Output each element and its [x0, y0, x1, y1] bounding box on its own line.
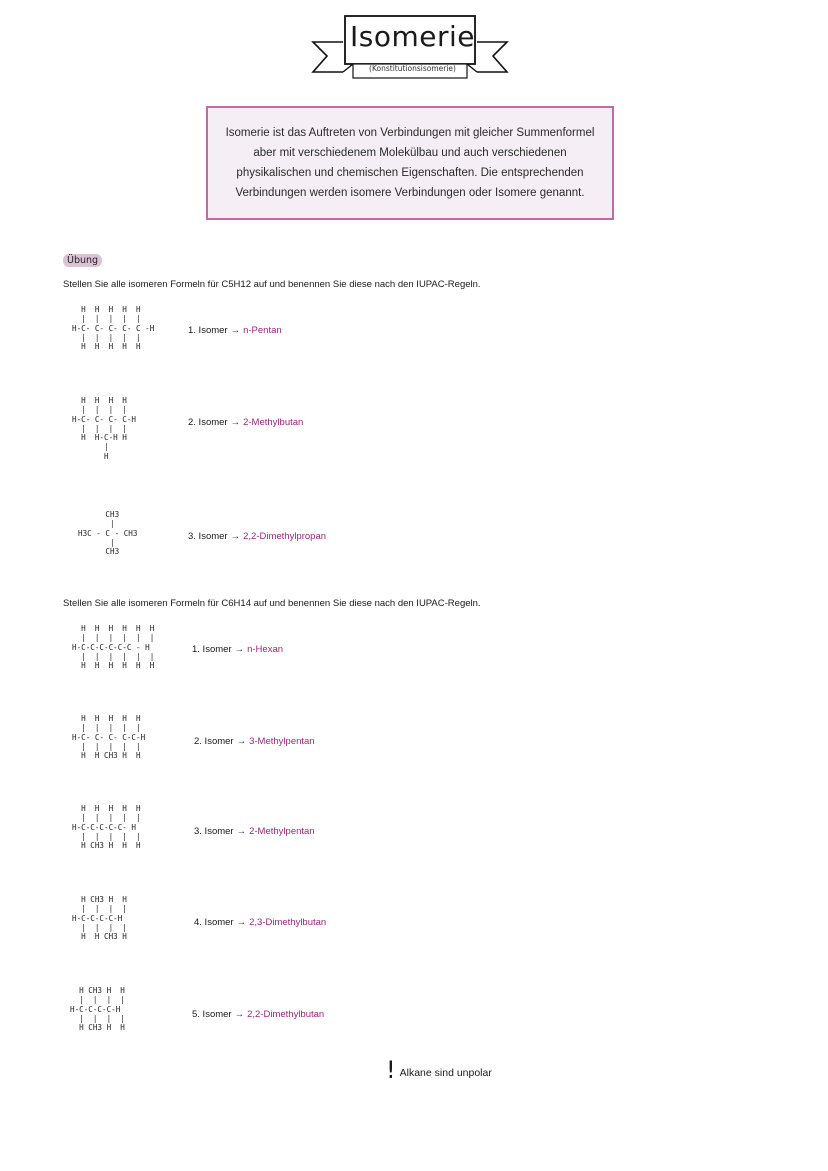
arrow-icon: →: [230, 531, 241, 542]
page-title: Isomerie: [350, 20, 475, 53]
arrow-icon: →: [230, 417, 241, 428]
isomer-name: 2-Methylpentan: [249, 826, 315, 837]
isomer-row: [192, 1009, 324, 1020]
isomer-name: n-Hexan: [247, 644, 284, 655]
definition-box: [206, 106, 614, 220]
structural-formula: H H H H H | | | | | H-C- C- C- C- C -H | | | | | H H H H H: [72, 305, 155, 352]
arrow-icon: →: [234, 1009, 245, 1020]
isomer-row: [188, 417, 303, 428]
isomer-label: 1. Isomer: [192, 644, 232, 655]
exercise-label: Übung: [63, 254, 102, 267]
structural-formula: H H H H H | | | | | H-C- C- C- C-C-H | | | | | H H CH3 H H: [72, 714, 146, 761]
isomer-label: 1. Isomer: [188, 325, 228, 336]
isomer-row: [194, 736, 315, 747]
structural-formula: H CH3 H H | | | | H-C-C-C-C-H | | | | H H CH3 H: [72, 895, 127, 942]
definition-text: Isomerie ist das Auftreten von Verbindungen mit gleicher Summenformel aber mit verschiedenem Molekülbau und auch verschiedenen physikalischen und chemischen Eigenschaften. Die entsprechenden Verbindungen werden isomere Verbindungen oder Isomere genannt.: [225, 127, 595, 199]
isomer-name: 2,2-Dimethylpropan: [243, 531, 327, 542]
isomer-name: 2,2-Dimethylbutan: [247, 1009, 325, 1020]
isomer-name: 2-Methylbutan: [243, 417, 304, 428]
structural-formula: H H H H | | | | H-C- C- C- C-H | | | | H H-C-H H | H: [72, 396, 137, 461]
structural-formula: H H H H H H | | | | | | H-C-C-C-C-C-C - H | | | | | | H H H H H H: [72, 624, 155, 671]
note-text: Alkane sind unpolar: [399, 1067, 492, 1079]
note: [386, 1058, 492, 1082]
structural-formula: H CH3 H H | | | | H-C-C-C-C-H | | | | H CH3 H H: [70, 986, 125, 1033]
isomer-label: 3. Isomer: [188, 531, 228, 542]
isomer-row: [188, 531, 326, 542]
isomer-label: 5. Isomer: [192, 1009, 232, 1020]
arrow-icon: →: [236, 736, 247, 747]
arrow-icon: →: [230, 325, 241, 336]
isomer-label: 2. Isomer: [194, 736, 234, 747]
exclamation-icon: !: [386, 1056, 396, 1084]
isomer-row: [194, 826, 315, 837]
isomer-label: 3. Isomer: [194, 826, 234, 837]
task-c6h14: Stellen Sie alle isomeren Formeln für C6H14 auf und benennen Sie diese nach den IUPAC-Regeln.: [63, 598, 481, 609]
isomer-name: 3-Methylpentan: [249, 736, 315, 747]
isomer-name: n-Pentan: [243, 325, 282, 336]
page-subtitle: (Konstitutionsisomerie): [369, 64, 456, 73]
task-c5h12: Stellen Sie alle isomeren Formeln für C5H12 auf und benennen Sie diese nach den IUPAC-Regeln.: [63, 279, 481, 290]
isomer-row: [188, 325, 282, 336]
structural-formula: H H H H H | | | | | H-C-C-C-C-C- H | | | | | H CH3 H H H: [72, 804, 141, 851]
arrow-icon: →: [236, 917, 247, 928]
isomer-label: 4. Isomer: [194, 917, 234, 928]
structural-formula: CH3 | H3C - C - CH3 | CH3: [78, 510, 138, 557]
arrow-icon: →: [236, 826, 247, 837]
isomer-name: 2,3-Dimethylbutan: [249, 917, 327, 928]
isomer-row: [194, 917, 326, 928]
isomer-row: [192, 644, 283, 655]
arrow-icon: →: [234, 644, 245, 655]
isomer-label: 2. Isomer: [188, 417, 228, 428]
